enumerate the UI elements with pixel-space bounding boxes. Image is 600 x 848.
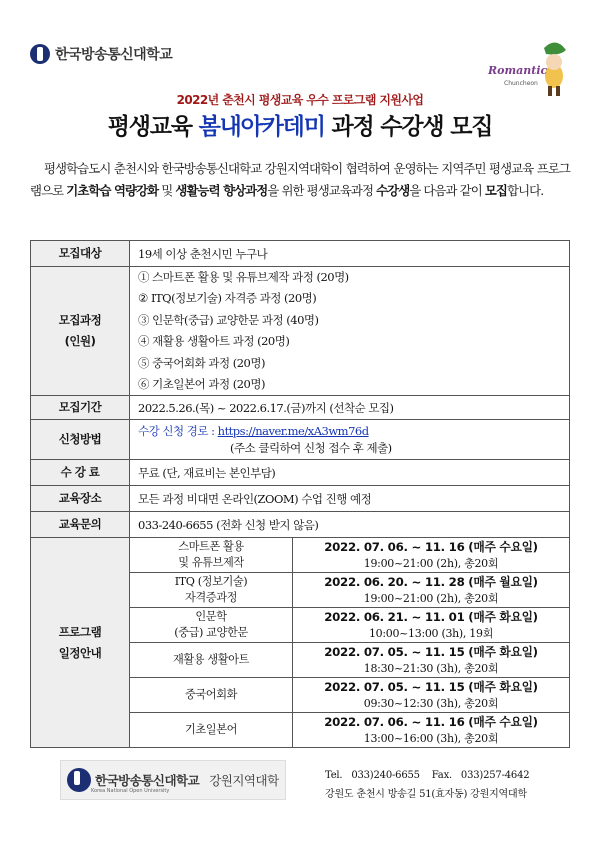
schedule-name: 중국어회화 xyxy=(130,678,293,713)
footer-campus: 강원지역대학 xyxy=(209,773,279,788)
intro-bold-3: 수강생 xyxy=(376,182,410,198)
courses-list xyxy=(130,267,570,396)
apply-note: (주소 클릭하여 신청 접수 후 제출) xyxy=(230,440,392,455)
schedule-time: 10:00~13:00 (3h), 19회 xyxy=(368,626,494,640)
intro-bold-1: 기초학습 역량강화 xyxy=(66,182,159,198)
intro-bold-2: 생활능력 향상과정 xyxy=(175,182,268,198)
page-title xyxy=(0,108,600,141)
course-item: ② ITQ(정보기술) 자격증 과정 (20명) xyxy=(138,291,317,306)
schedule-date: 2022. 06. 20. ~ 11. 28 (매주 월요일) xyxy=(324,574,538,589)
title-pre: 평생교육 xyxy=(107,114,199,140)
schedule-name-line2: (중급) 교양한문 xyxy=(174,626,248,640)
period-value: 2022.5.26.(목) ~ 2022.6.17.(금)까지 (선착순 모집) xyxy=(130,396,570,420)
schedule-date: 2022. 07. 06. ~ 11. 16 (매주 수요일) xyxy=(324,714,538,729)
university-logo xyxy=(30,44,172,64)
schedule-label-line2: 일정안내 xyxy=(58,645,102,660)
course-item: ③ 인문학(중급) 교양한문 과정 (40명) xyxy=(138,312,319,327)
course-item: ④ 재활용 생활아트 과정 (20명) xyxy=(138,334,290,349)
schedule-date: 2022. 07. 06. ~ 11. 16 (매주 수요일) xyxy=(324,539,538,554)
university-emblem-icon xyxy=(30,44,50,64)
place-label: 교육장소 xyxy=(31,486,130,512)
schedule-date: 2022. 06. 21. ~ 11. 01 (매주 화요일) xyxy=(324,609,538,624)
title-post: 과정 수강생 모집 xyxy=(324,114,493,140)
schedule-name-line2: 및 유튜브제작 xyxy=(178,556,244,570)
schedule-name xyxy=(130,573,293,608)
fee-value: 무료 (단, 재료비는 본인부담) xyxy=(130,460,570,486)
courses-label-line1: 모집과정 xyxy=(58,313,102,328)
intro-bold-4: 모집 xyxy=(484,182,507,198)
footer-logo-eng: Korea National Open University xyxy=(91,788,170,794)
period-row xyxy=(31,396,570,420)
apply-link[interactable]: https://naver.me/xA3wm76d xyxy=(217,423,369,438)
period-label: 모집기간 xyxy=(31,396,130,420)
place-value: 모든 과정 비대면 온라인(ZOOM) 수업 진행 예정 xyxy=(130,486,570,512)
schedule-detail xyxy=(293,678,570,713)
intro-paragraph xyxy=(30,158,570,201)
intro-text-2: 및 xyxy=(158,182,176,198)
schedule-time: 18:30~21:30 (3h), 총20회 xyxy=(363,661,499,675)
schedule-name-line1: 스마트폰 활용 xyxy=(178,540,244,554)
schedule-time: 09:30~12:30 (3h), 총20회 xyxy=(363,696,499,710)
intro-text-5: 합니다. xyxy=(507,182,544,198)
schedule-name: 기초일본어 xyxy=(130,713,293,748)
schedule-name-line1: ITQ (정보기술) xyxy=(174,575,248,589)
schedule-detail xyxy=(293,608,570,643)
intro-text-1: 평생학습도시 춘천시와 한국방송통신대학교 강원지역대학이 협력하여 운영하는 지역주민 평생교육 프로그램으로 xyxy=(30,161,571,198)
schedule-time: 13:00~16:00 (3h), 총20회 xyxy=(363,731,499,745)
target-row xyxy=(31,241,570,267)
intro-text-4: 을 다음과 같이 xyxy=(409,182,485,198)
course-item: ⑤ 중국어회화 과정 (20명) xyxy=(138,355,265,370)
place-row xyxy=(31,486,570,512)
course-item: ⑥ 기초일본어 과정 (20명) xyxy=(138,376,265,391)
footer-emblem-icon xyxy=(67,768,91,792)
intro-text-3: 을 위한 평생교육과정 xyxy=(267,182,377,198)
schedule-name-line2: 자격증과정 xyxy=(184,591,238,605)
fee-row xyxy=(31,460,570,486)
schedule-name xyxy=(130,608,293,643)
apply-label: 신청방법 xyxy=(31,420,130,460)
apply-row xyxy=(31,420,570,460)
schedule-name: 재활용 생활아트 xyxy=(130,643,293,678)
schedule-time: 19:00~21:00 (2h), 총20회 xyxy=(363,556,499,570)
schedule-date: 2022. 07. 05. ~ 11. 15 (매주 화요일) xyxy=(324,644,538,659)
mascot-wordmark: Romantic xyxy=(488,64,548,77)
schedule-label xyxy=(31,538,130,748)
schedule-detail xyxy=(293,538,570,573)
course-item: ① 스마트폰 활용 및 유튜브제작 과정 (20명) xyxy=(138,270,349,284)
courses-row xyxy=(31,267,570,396)
info-table xyxy=(30,240,570,748)
schedule-detail xyxy=(293,713,570,748)
schedule-date: 2022. 07. 05. ~ 11. 15 (매주 화요일) xyxy=(324,679,538,694)
schedule-row xyxy=(31,538,570,573)
contact-address: 강원도 춘천시 방송길 51(효자동) 강원지역대학 xyxy=(325,789,527,800)
inquiry-label: 교육문의 xyxy=(31,512,130,538)
footer-logo-text: 한국방송통신대학교 xyxy=(95,773,200,788)
target-value: 19세 이상 춘천시민 누구나 xyxy=(130,241,570,267)
contact-info xyxy=(325,766,529,804)
footer-logo xyxy=(60,760,286,800)
inquiry-row xyxy=(31,512,570,538)
target-label: 모집대상 xyxy=(31,241,130,267)
apply-prefix: 수강 신청 경로 : xyxy=(138,423,218,438)
schedule-label-line1: 프로그램 xyxy=(58,624,102,639)
mascot-city: Chuncheon xyxy=(504,80,538,87)
university-logo-text: 한국방송통신대학교 xyxy=(55,47,173,63)
apply-value xyxy=(130,420,570,460)
fee-label: 수 강 료 xyxy=(31,460,130,486)
schedule-detail xyxy=(293,643,570,678)
title-highlight: 봄내아카데미 xyxy=(198,114,325,140)
inquiry-value: 033-240-6655 (전화 신청 받지 않음) xyxy=(130,512,570,538)
courses-label-line2: (인원) xyxy=(64,334,96,349)
subtitle: 2022년 춘천시 평생교육 우수 프로그램 지원사업 xyxy=(176,93,424,107)
schedule-time: 19:00~21:00 (2h), 총20회 xyxy=(363,591,499,605)
contact-tel-fax: Tel. 033)240-6655 Fax. 033)257-4642 xyxy=(325,770,530,781)
schedule-detail xyxy=(293,573,570,608)
schedule-name xyxy=(130,538,293,573)
schedule-name-line1: 인문학 xyxy=(195,610,227,624)
courses-label xyxy=(31,267,130,396)
